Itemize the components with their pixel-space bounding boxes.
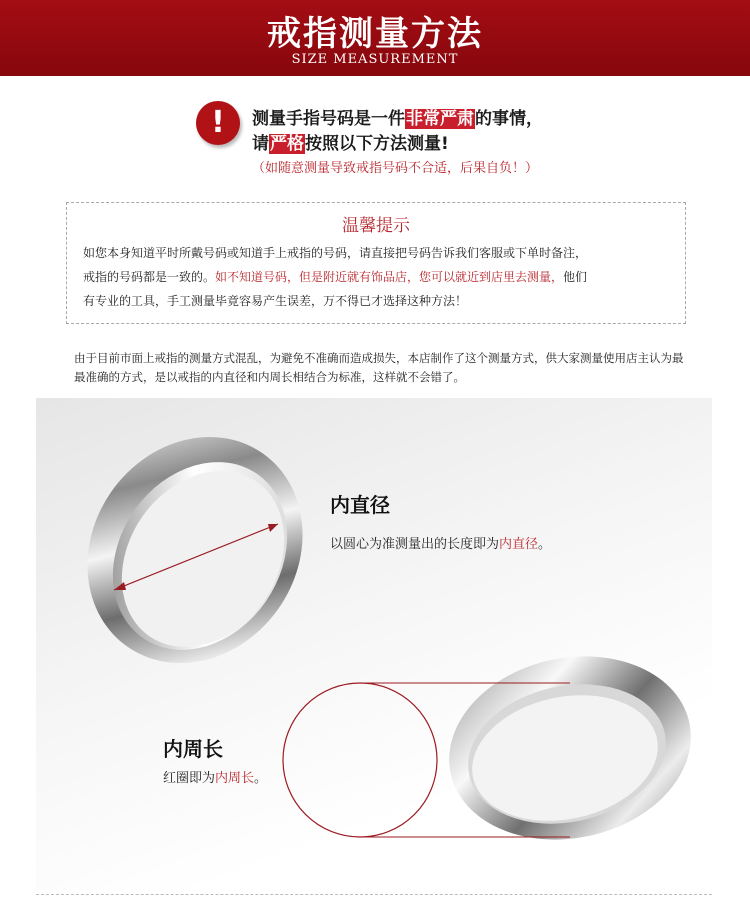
desc-red-text: 内直径 xyxy=(499,537,539,552)
bottom-divider xyxy=(36,894,712,895)
desc-text: 。 xyxy=(254,771,268,786)
warning-line-1 xyxy=(252,104,543,129)
desc-red-text: 内周长 xyxy=(215,771,255,786)
tip-line-2 xyxy=(83,265,671,289)
inner-diameter-desc xyxy=(330,533,551,552)
circumference-guide xyxy=(270,680,590,850)
exclamation-icon: ! xyxy=(196,101,240,145)
tip-box xyxy=(66,202,686,324)
desc-text: 以圆心为准测量出的长度即为 xyxy=(330,537,500,552)
warning-line-2 xyxy=(252,129,449,154)
ring-illustration-diameter xyxy=(70,420,320,690)
inner-circumference-desc xyxy=(163,767,267,786)
tip-text-span: 他们 xyxy=(563,270,588,284)
tip-text-span: 戒指的号码都是一致的。 xyxy=(83,270,216,284)
intro-paragraph: 由于目前市面上戒指的测量方式混乱，为避免不准确而造成损失，本店制作了这个测量方式，供大家测量使用店主认为最最准确的方式，是以戒指的内直径和内周长相结合为标准，这样就不会错了。 xyxy=(74,351,684,384)
page-subtitle: SIZE MEASUREMENT xyxy=(291,52,459,67)
warning-text: 测量手指号码是一件 xyxy=(252,109,405,129)
page-title: 戒指测量方法 xyxy=(267,14,483,54)
warning-highlight: 严格 xyxy=(270,134,304,154)
warning-note: （如随意测量导致戒指号码不合适，后果自负！） xyxy=(252,161,539,176)
warning-text: 请 xyxy=(252,134,269,154)
inner-circumference-title: 内周长 xyxy=(163,737,223,761)
inner-diameter-title: 内直径 xyxy=(330,493,390,517)
desc-text: 红圈即为 xyxy=(163,771,216,786)
warning-highlight: 非常严肃 xyxy=(406,109,474,129)
tip-line-3: 有专业的工具，手工测量毕竟容易产生误差，万不得已才选择这种方法！ xyxy=(83,294,468,308)
tip-title: 温馨提示 xyxy=(342,216,410,236)
tip-line-1: 如您本身知道平时所戴号码或知道手上戒指的号码，请直接把号码告诉我们客服或下单时备注， xyxy=(83,246,588,260)
tip-red-text: 如不知道号码，但是附近就有饰品店，您可以就近到店里去测量， xyxy=(215,270,564,284)
desc-text: 。 xyxy=(538,537,552,552)
warning-text: 按照以下方法测量! xyxy=(305,134,449,154)
tip-text xyxy=(83,241,671,313)
warning-text: 的事情， xyxy=(475,109,543,129)
header-banner xyxy=(0,0,750,76)
